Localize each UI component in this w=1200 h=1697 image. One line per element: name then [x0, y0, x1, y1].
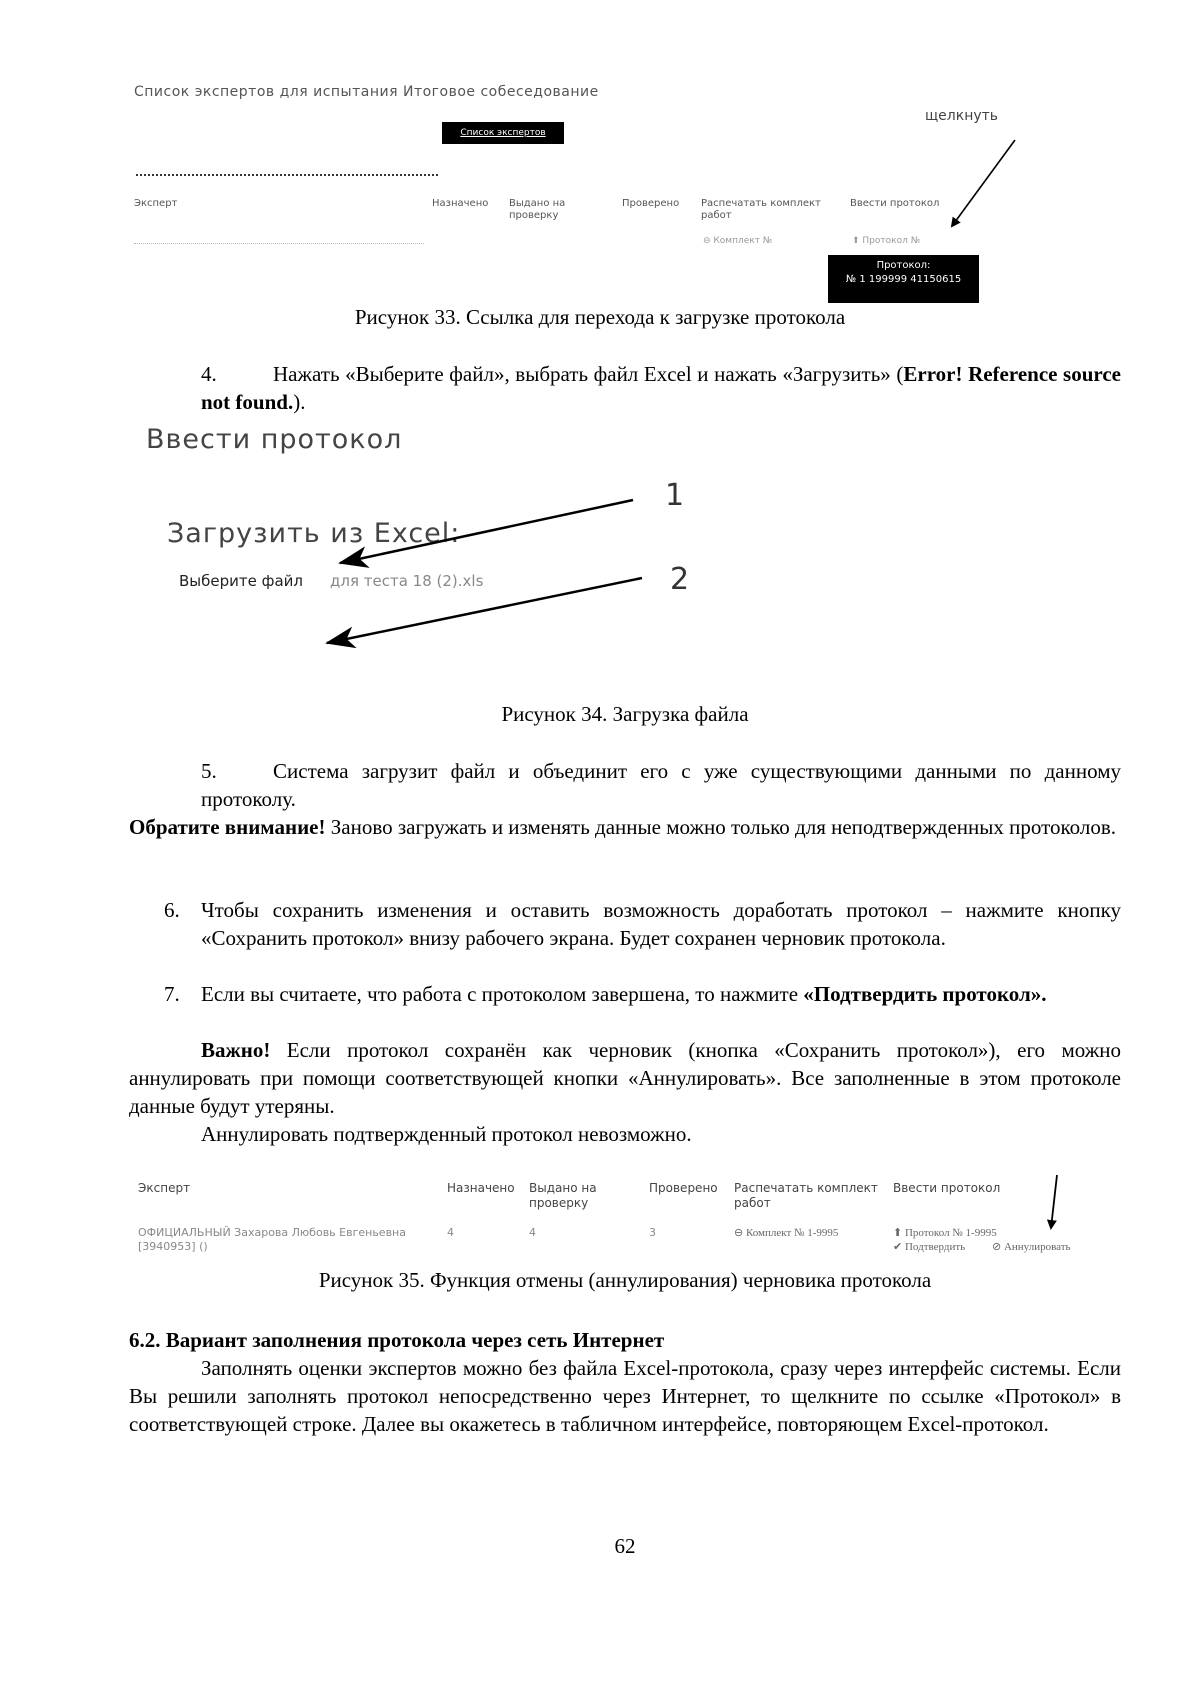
step6-text: Чтобы сохранить изменения и оставить возможность доработать протокол – нажмите кнопку «Сохранить протокол» внизу рабочего экрана. Будет сохранен черновик протокола.: [201, 898, 1121, 950]
annul-arrow: [1051, 1175, 1057, 1228]
click-annotation: щелкнуть: [925, 108, 999, 124]
choose-file-button[interactable]: Выберите файл: [179, 572, 303, 590]
f35-checked: 3: [649, 1226, 656, 1239]
step7-number: 7.: [164, 982, 180, 1006]
f35-print-link[interactable]: ⊖ Комплект № 1-9995: [734, 1227, 839, 1239]
step5-text: Система загрузит файл и объединит его с уже существующими данными по данному протоколу.: [201, 759, 1121, 811]
page-number: 62: [614, 1534, 636, 1558]
printer-icon: ⊖: [734, 1227, 744, 1239]
figure33-page-title: Список экспертов для испытания Итоговое собеседование: [134, 84, 599, 100]
f35-col-protocol: Ввести протокол: [893, 1181, 1001, 1195]
print-set-link[interactable]: ⊖ Комплект №: [703, 236, 773, 246]
step4-number: 4.: [201, 362, 217, 386]
col-protocol: Ввести протокол: [850, 198, 940, 209]
f35-annul-link[interactable]: ⊘ Аннулировать: [992, 1241, 1071, 1253]
upload-icon: ⬆: [893, 1227, 903, 1239]
f35-col-expert: Эксперт: [138, 1181, 191, 1195]
figure34-caption: Рисунок 34. Загрузка файла: [501, 702, 749, 726]
f35-protocol-link[interactable]: ⬆ Протокол № 1-9995: [893, 1227, 997, 1239]
step4-text: Нажать «Выберите файл», выбрать файл Excel и нажать «Загрузить» (Error! Reference source not found.).: [201, 362, 1121, 414]
protocol-tooltip: Протокол: № 1 199999 41150615: [828, 255, 979, 303]
check-icon: ✔: [893, 1241, 903, 1253]
figure35-caption: Рисунок 35. Функция отмены (аннулирования) черновика протокола: [318, 1268, 932, 1292]
f35-col-checked: Проверено: [649, 1181, 718, 1195]
section-text: Заполнять оценки экспертов можно без файла Excel-протокола, сразу через интерфейс системы. Если Вы решили заполнять протокол непосредственно через Интернет, то щелкните по ссылке «Протокол» в соответствующей строке. Далее вы окажетесь в табличном интерфейсе, повторяющем Excel-протокол.: [129, 1356, 1121, 1436]
f35-col-assigned: Назначено: [447, 1181, 515, 1195]
arrow-2: [327, 578, 642, 643]
f35-issued: 4: [529, 1226, 536, 1239]
step5-number: 5.: [201, 759, 217, 783]
enter-protocol-title: Ввести протокол: [146, 424, 403, 455]
important-line2: Аннулировать подтвержденный протокол невозможно.: [201, 1122, 692, 1146]
selected-file-name: для теста 18 (2).xls: [330, 572, 484, 590]
marker-1: 1: [665, 478, 685, 513]
load-from-excel-label: Загрузить из Excel:: [167, 518, 461, 549]
click-arrow: [952, 140, 1015, 226]
cancel-icon: ⊘: [992, 1241, 1002, 1253]
col-checked: Проверено: [622, 198, 680, 209]
col-assigned: Назначено: [432, 198, 489, 209]
f35-confirm-link[interactable]: ✔ Подтвердить: [893, 1241, 966, 1253]
step7-text: Если вы считаете, что работа с протоколом завершена, то нажмите «Подтвердить протокол».: [201, 982, 1047, 1006]
arrow-1: [340, 500, 633, 563]
experts-list-button[interactable]: Список экспертов: [442, 122, 564, 144]
f35-assigned: 4: [447, 1226, 454, 1239]
col-expert: Эксперт: [134, 198, 178, 209]
f35-expert-name: ОФИЦИАЛЬНЫЙ Захарова Любовь Евгеньевна [3940953] (): [138, 1226, 406, 1253]
marker-2: 2: [670, 562, 690, 597]
step6-number: 6.: [164, 898, 180, 922]
important-paragraph: Важно! Если протокол сохранён как черновик (кнопка «Сохранить протокол»), его можно аннулировать при помощи соответствующей кнопки «Аннулировать». Все заполненные в этом протоколе данные будут утеряны.: [129, 1038, 1121, 1118]
col-print: Распечатать комплект работ: [701, 198, 821, 221]
note-paragraph: Обратите внимание! Заново загружать и изменять данные можно только для неподтвержденных протоколов.: [129, 815, 1117, 839]
col-issued: Выдано на проверку: [509, 198, 566, 221]
f35-col-issued: Выдано на проверку: [529, 1181, 597, 1210]
protocol-link[interactable]: ⬆ Протокол №: [852, 236, 921, 246]
figure33-caption: Рисунок 33. Ссылка для перехода к загрузке протокола: [354, 305, 846, 329]
f35-col-print: Распечатать комплект работ: [734, 1181, 878, 1210]
section-heading: 6.2. Вариант заполнения протокола через сеть Интернет: [129, 1328, 665, 1352]
